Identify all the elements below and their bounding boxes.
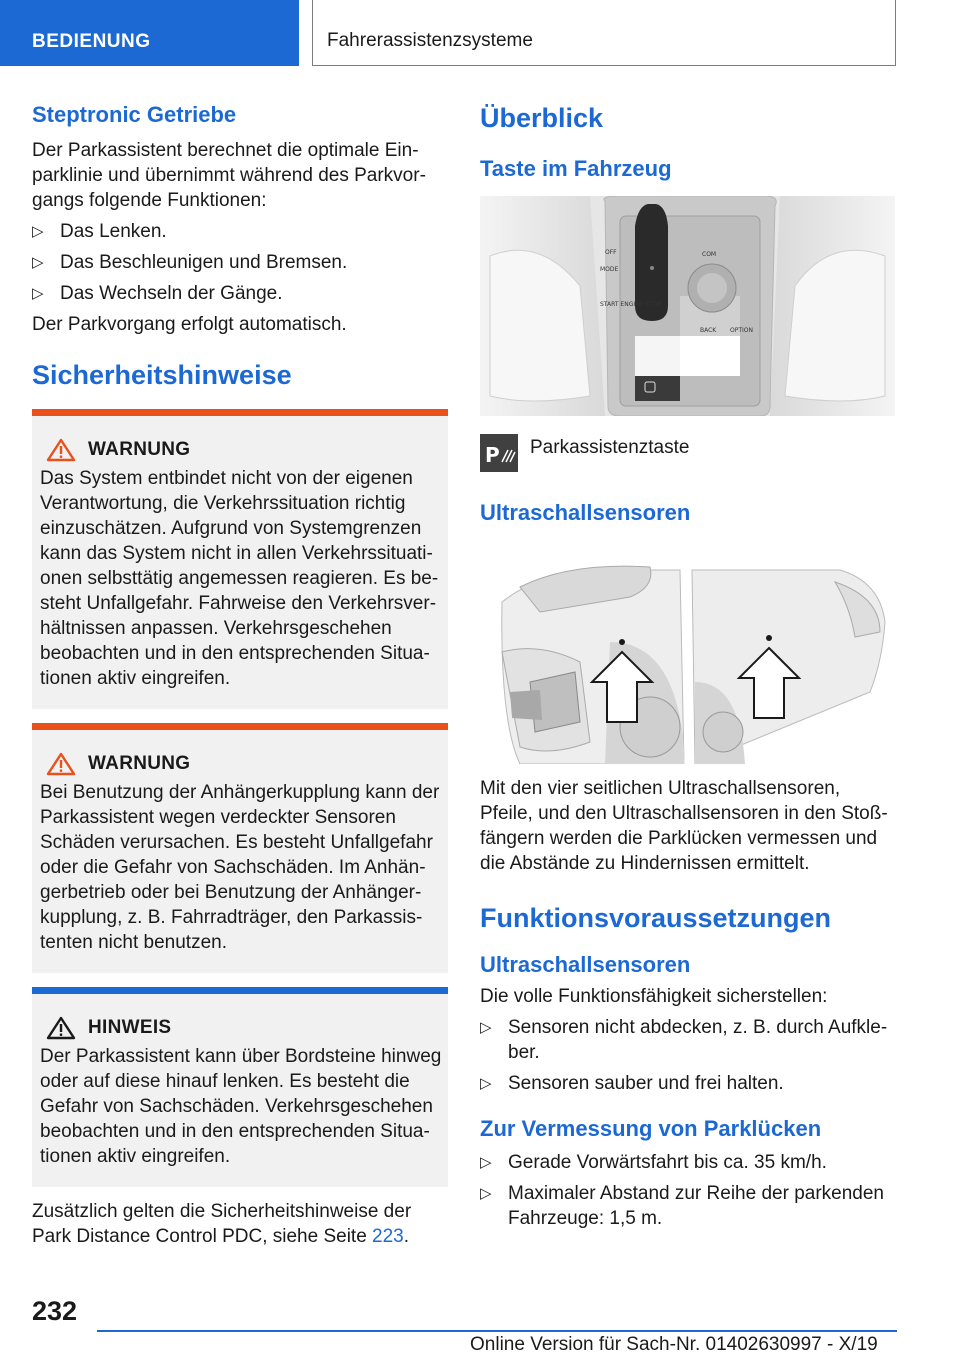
console-label-back: BACK xyxy=(700,327,717,334)
list-item: ▷ Das Wechseln der Gänge. xyxy=(32,283,283,304)
req-sensors-list xyxy=(480,1015,896,1096)
parking-button-legend xyxy=(480,434,896,472)
bullet-triangle-icon: ▷ xyxy=(32,223,44,240)
warning-text: Das System entbindet nicht von der eigenen Verantwortung, die Verkehrssituation richtig einzuschätzen. Aufgrund von Systemgrenzen kann das System nicht in allen Verkehrssituati-onen selbsttätig angemessen reagieren. Es be-steht Unfallgefahr. Fahrweise den Verkehrsver-hältnissen anpassen. Verkehrsgeschehen beobachten und in den entsprechenden Situa-tionen aktiv eingreifen. xyxy=(40,468,439,689)
steptronic-intro: Der Parkassistent berechnet die optimale Ein-parklinie und übernimmt während des Parkvor-gangs folgende Funktionen: xyxy=(32,140,426,211)
svg-text:P: P xyxy=(485,443,500,467)
warning-box xyxy=(32,409,448,709)
bullet-triangle-icon: ▷ xyxy=(480,1154,492,1171)
page-number: 232 xyxy=(32,1296,78,1326)
list-item: ▷ Sensoren nicht abdecken, z. B. durch Aufkle-ber. xyxy=(480,1017,888,1063)
hint-triangle-icon xyxy=(46,1016,76,1040)
ultrasonic-sensors-image xyxy=(480,542,895,764)
console-label-start: START ENGINE STOP xyxy=(600,301,662,308)
button-heading: Taste im Fahrzeug xyxy=(480,156,672,181)
warning-title: WARNUNG xyxy=(88,753,191,774)
topic-tab[interactable]: Fahrerassistenzsysteme xyxy=(312,0,896,66)
center-console-illustration xyxy=(480,196,895,416)
footer-divider xyxy=(97,1330,897,1332)
list-item: ▷ Das Lenken. xyxy=(32,221,167,242)
bullet-triangle-icon: ▷ xyxy=(480,1075,492,1092)
list-item: ▷ Das Beschleunigen und Bremsen. xyxy=(32,252,348,273)
console-label-com: COM xyxy=(702,251,717,258)
list-item: ▷ Gerade Vorwärtsfahrt bis ca. 35 km/h. xyxy=(480,1152,827,1173)
measure-list xyxy=(480,1150,896,1231)
hint-text: Der Parkassistent kann über Bordsteine hinweg oder auf diese hinauf lenken. Es besteht die Gefahr von Sachschäden. Verkehrsgeschehen beobachten und in den entsprechenden Situa-tionen aktiv eingreifen. xyxy=(40,1046,442,1167)
bullet-triangle-icon: ▷ xyxy=(32,254,44,271)
requirements-heading: Funktionsvoraussetzungen xyxy=(480,903,832,933)
warning-text: Bei Benutzung der Anhängerkupplung kann der Parkassistent wegen verdeckter Sensoren Schäden verursachen. Es besteht Unfallgefahr oder die Gefahr von Sachschäden. Im Anhän-gerbetrieb oder bei Benutzung der Anhänger-kupplung, z. B. Fahrradträger, den Parkassis-tenten nicht benutzen. xyxy=(40,782,440,953)
steptronic-outro: Der Parkvorgang erfolgt automatisch. xyxy=(32,314,347,335)
sensors-heading: Ultraschallsensoren xyxy=(480,500,691,525)
list-item: ▷ Sensoren sauber und frei halten. xyxy=(480,1073,784,1094)
steptronic-list xyxy=(32,219,448,306)
warning-bar xyxy=(32,723,448,730)
req-sensors-heading: Ultraschallsensoren xyxy=(480,952,691,977)
ultrasonic-sensors-illustration xyxy=(480,542,895,764)
hint-box xyxy=(32,987,448,1187)
safety-heading: Sicherheitshinweise xyxy=(32,360,292,390)
right-column xyxy=(480,100,896,1231)
console-label-off: OFF xyxy=(605,249,617,256)
center-console-image xyxy=(480,196,895,416)
page-reference-link[interactable]: 223 xyxy=(372,1226,404,1247)
sensors-text: Mit den vier seitlichen Ultraschallsensoren, Pfeile, und den Ultraschallsensoren in den Stoß-fängern werden die Parklücken vermessen und die Abstände zu Hindernissen ermittelt. xyxy=(480,778,888,874)
hint-bar xyxy=(32,987,448,994)
bullet-triangle-icon: ▷ xyxy=(480,1019,492,1036)
warning-title: WARNUNG xyxy=(88,439,191,460)
warning-bar xyxy=(32,409,448,416)
overview-heading: Überblick xyxy=(480,103,604,133)
console-label-mode: MODE xyxy=(600,266,619,273)
page-header xyxy=(0,0,960,66)
online-version-text: Online Version für Sach-Nr. 01402630997 - X/19 xyxy=(470,1334,878,1355)
parking-button-label: Parkassistenztaste xyxy=(530,437,690,458)
parking-assistant-button-icon xyxy=(480,434,518,472)
req-sensors-intro: Die volle Funktionsfähigkeit sicherstellen: xyxy=(480,986,828,1007)
console-label-option: OPTION xyxy=(730,327,753,334)
bullet-triangle-icon: ▷ xyxy=(32,285,44,302)
closing-paragraph: Zusätzlich gelten die Sicherheitshinweise der Park Distance Control PDC, siehe Seite 223. xyxy=(32,1201,412,1247)
warning-box xyxy=(32,723,448,973)
steptronic-heading: Steptronic Getriebe xyxy=(32,102,237,127)
measure-heading: Zur Vermessung von Parklücken xyxy=(480,1116,822,1141)
list-item: ▷ Maximaler Abstand zur Reihe der parkenden Fahrzeuge: 1,5 m. xyxy=(480,1183,884,1229)
bullet-triangle-icon: ▷ xyxy=(480,1185,492,1202)
hint-title: HINWEIS xyxy=(88,1017,172,1038)
left-column xyxy=(32,100,448,1249)
warning-triangle-icon xyxy=(46,752,76,776)
warning-triangle-icon xyxy=(46,438,76,462)
section-tab[interactable]: BEDIENUNG xyxy=(0,0,299,66)
